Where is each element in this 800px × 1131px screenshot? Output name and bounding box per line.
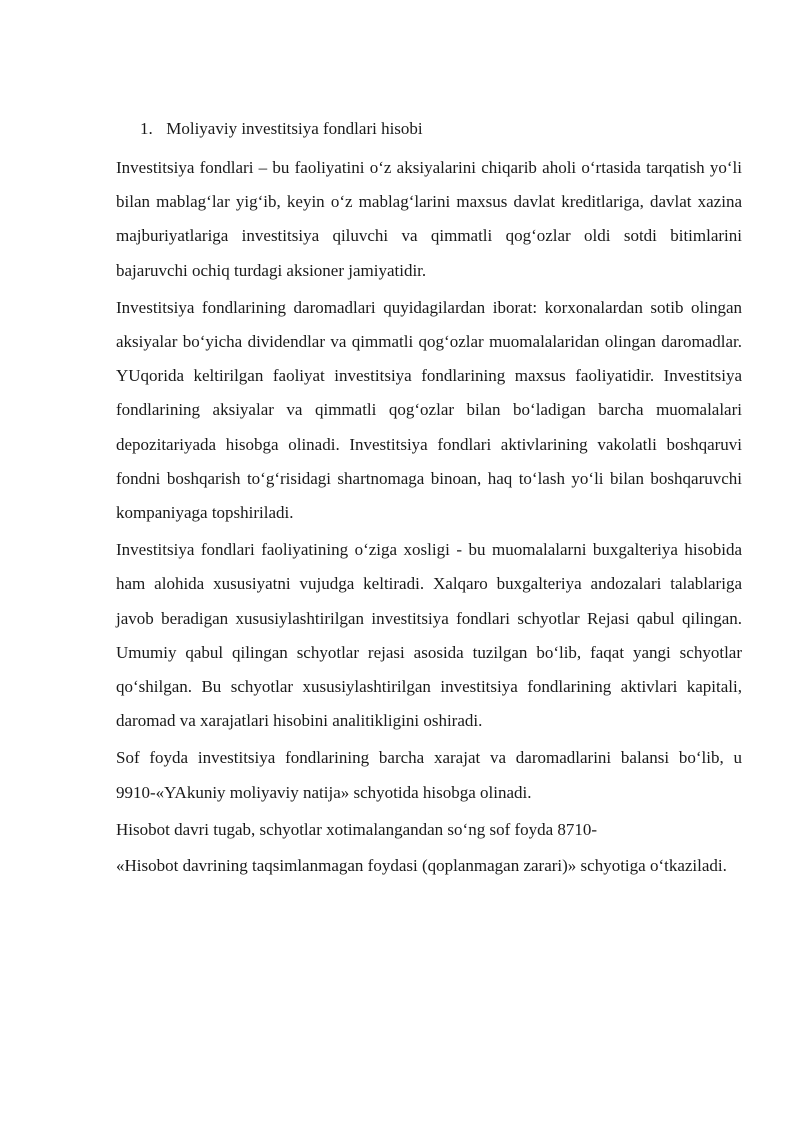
paragraph-definition: Investitsiya fondlari – bu faoliyatini o‘z aksiyalarini chiqarib aholi o‘rtasida tarqatish yo‘li bilan mablag‘lar yig‘ib, keyin o‘z mablag‘larini maxsus davlat kreditlariga, davlat xazina majburiyatlariga investitsiya qiluvchi va qimmatli qog‘ozlar oldi sotdi bitimlarini bajaruvchi ochiq turdagi aksioner jamiyatidir. <box>116 158 742 280</box>
paragraph-transfer: «Hisobot davrining taqsimlanmagan foydasi (qoplanmagan zarari)» schyotiga o‘tkaziladi. <box>116 856 727 876</box>
document-page <box>116 113 742 886</box>
paragraph-specifics: Investitsiya fondlari faoliyatining o‘ziga xosligi - bu muomalalarni buxgalteriya hisobida ham alohida xususiyatni vujudga keltiradi. Xalqaro buxgalteriya andozalari talablariga javob beradigan xususiylashtirilgan investitsiya fondlari schyotlar Rejasi qabul qilingan. Umumiy qabul qilingan schyotlar rejasi asosida tuzilgan bo‘lib, faqat yangi schyotlar qo‘shilgan. Bu schyotlar xususiylashtirilgan investitsiya fondlarining aktivlari kapitali, daromad va xarajatlari hisobini analitikligini oshiradi. <box>116 540 742 731</box>
section-number: 1. <box>140 119 153 138</box>
paragraph-income: Investitsiya fondlarining daromadlari quyidagilardan iborat: korxonalardan sotib olingan aksiyalar bo‘yicha dividendlar va qimmatli qog‘ozlar muomalalaridan olingan daromadlar. YUqorida keltirilgan faoliyat investitsiya fondlarining maxsus faoliyatidir. Investitsiya fondlarining aksiyalar va qimmatli qog‘ozlar bilan bo‘ladigan barcha muomalalari depozitariyada hisobga olinadi. Investitsiya fondlari aktivlarining vakolatli boshqaruvi fondni boshqarish to‘g‘risidagi shartnomaga binoan, haq to‘lash yo‘li bilan boshqaruvchi kompaniyaga topshiriladi. <box>116 297 742 523</box>
section-title: Moliyaviy investitsiya fondlari hisobi <box>166 119 423 138</box>
paragraph-closing-line: Hisobot davri tugab, schyotlar xotimalangandan so‘ng sof foyda 8710- <box>116 819 598 839</box>
paragraph-net-profit: Sof foyda investitsiya fondlarining barcha xarajat va daromadlarini balansi bo‘lib, u 9910-«YAkuniy moliyaviy natija» schyotida hisobga olinadi. <box>116 748 742 802</box>
section-heading <box>140 113 742 145</box>
